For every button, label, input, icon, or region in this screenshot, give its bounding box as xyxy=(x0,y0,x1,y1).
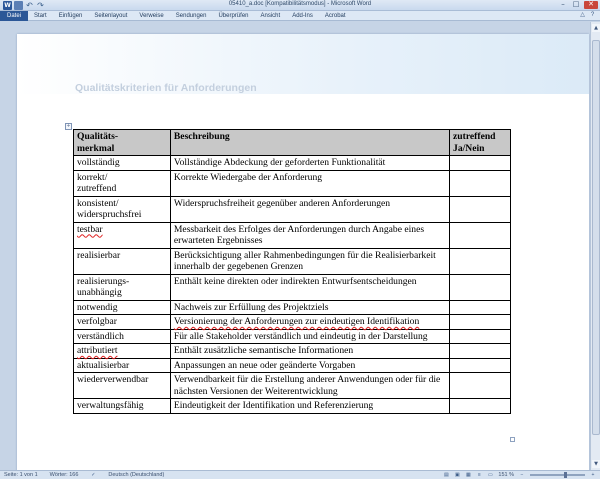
cell-merkmal[interactable] xyxy=(74,222,171,248)
cell-merkmal[interactable]: vollständig xyxy=(74,156,171,171)
zoom-in-icon[interactable]: + xyxy=(591,472,595,478)
cell-zutreffend[interactable] xyxy=(450,222,511,248)
document-heading: Qualitätskriterien für Anforderungen xyxy=(75,82,257,94)
tab-start[interactable]: Start xyxy=(34,12,47,19)
cell-zutreffend[interactable] xyxy=(450,358,511,373)
cell-zutreffend[interactable] xyxy=(450,156,511,171)
cell-beschreibung[interactable]: Korrekte Wiedergabe der Anforderung xyxy=(170,170,449,196)
page-count[interactable]: Seite: 1 von 1 xyxy=(4,472,38,478)
minimize-button[interactable]: – xyxy=(561,0,565,8)
cell-merkmal[interactable]: realisierungs- unabhängig xyxy=(74,274,171,300)
tab-ueberpruefen[interactable]: Überprüfen xyxy=(218,12,249,19)
minimize-ribbon-icon[interactable]: △ xyxy=(580,12,585,18)
tab-datei[interactable]: Datei xyxy=(0,11,28,21)
scroll-down-icon[interactable]: ▼ xyxy=(592,460,600,468)
window-controls xyxy=(558,1,598,9)
cell-zutreffend[interactable] xyxy=(450,170,511,196)
scroll-thumb[interactable] xyxy=(592,40,600,435)
table-row[interactable] xyxy=(74,274,511,300)
cell-merkmal[interactable]: verfolgbar xyxy=(74,315,171,330)
cell-zutreffend[interactable] xyxy=(450,399,511,414)
table-row[interactable] xyxy=(74,248,511,274)
web-layout-icon[interactable]: ▦ xyxy=(466,472,471,478)
document-workspace xyxy=(0,22,590,470)
cell-beschreibung[interactable]: Enthält zusätzliche semantische Informationen xyxy=(170,344,449,359)
cell-merkmal[interactable]: realisierbar xyxy=(74,248,171,274)
close-button[interactable]: ✕ xyxy=(584,1,598,9)
outline-icon[interactable]: ≡ xyxy=(477,472,481,478)
vertical-scrollbar[interactable] xyxy=(590,22,600,470)
tab-add-ins[interactable]: Add-Ins xyxy=(292,12,313,19)
cell-beschreibung[interactable]: Anpassungen an neue oder geänderte Vorgaben xyxy=(170,358,449,373)
cell-zutreffend[interactable] xyxy=(450,248,511,274)
word-count[interactable]: Wörter: 166 xyxy=(49,472,79,478)
zoom-slider-knob[interactable] xyxy=(564,472,567,478)
redo-icon[interactable]: ↷ xyxy=(37,1,44,10)
tab-acrobat[interactable]: Acrobat xyxy=(324,12,346,19)
word-app-icon[interactable]: W xyxy=(4,2,11,9)
cell-merkmal[interactable]: notwendig xyxy=(74,300,171,315)
table-row[interactable] xyxy=(74,156,511,171)
table-move-handle-icon[interactable]: + xyxy=(66,123,71,129)
language-indicator[interactable]: Deutsch (Deutschland) xyxy=(108,472,165,478)
spelling-flagged-text: Versionierung der Anforderungen zur eindeutigen Identifikation xyxy=(173,316,420,327)
cell-zutreffend[interactable] xyxy=(450,373,511,399)
cell-zutreffend[interactable] xyxy=(450,315,511,330)
table-row[interactable] xyxy=(74,315,511,330)
tab-sendungen[interactable]: Sendungen xyxy=(175,12,207,19)
tab-seitenlayout[interactable]: Seitenlayout xyxy=(94,12,128,19)
cell-merkmal[interactable]: korrekt/ zutreffend xyxy=(74,170,171,196)
cell-beschreibung[interactable]: Für alle Stakeholder verständlich und eindeutig in der Darstellung xyxy=(170,329,449,344)
cell-zutreffend[interactable] xyxy=(450,196,511,222)
table-row[interactable] xyxy=(74,329,511,344)
table-row[interactable] xyxy=(74,196,511,222)
cell-beschreibung[interactable]: Nachweis zur Erfüllung des Projektziels xyxy=(170,300,449,315)
table-row[interactable] xyxy=(74,344,511,359)
criteria-table xyxy=(73,129,511,414)
cell-merkmal[interactable]: verwaltungsfähig xyxy=(74,399,171,414)
status-left xyxy=(4,472,164,478)
help-icon[interactable]: ? xyxy=(590,12,595,18)
header-cell-beschreibung xyxy=(170,130,449,156)
undo-icon[interactable]: ↶ xyxy=(26,1,33,10)
cell-merkmal[interactable]: aktualisierbar xyxy=(74,358,171,373)
cell-merkmal[interactable]: konsistent/ widerspruchsfrei xyxy=(74,196,171,222)
tab-ansicht[interactable]: Ansicht xyxy=(260,12,281,19)
tab-einfuegen[interactable]: Einfügen xyxy=(58,12,83,19)
full-screen-icon[interactable]: ▣ xyxy=(455,472,460,478)
zoom-slider[interactable] xyxy=(530,474,585,476)
document-page[interactable] xyxy=(17,34,589,470)
cell-beschreibung[interactable]: Berücksichtigung aller Rahmenbedingungen für die Realisierbarkeit innerhalb der gegebenen Grenzen xyxy=(170,248,449,274)
cell-beschreibung[interactable]: Eindeutigkeit der Identifikation und Referenzierung xyxy=(170,399,449,414)
table-row[interactable] xyxy=(74,358,511,373)
header-text: zutreffend Ja/Nein xyxy=(453,131,496,154)
cell-zutreffend[interactable] xyxy=(450,344,511,359)
table-row[interactable] xyxy=(74,222,511,248)
spelling-flagged-text: testbar xyxy=(77,223,103,235)
tab-verweise[interactable]: Verweise xyxy=(139,12,164,19)
zoom-level[interactable]: 151 % xyxy=(498,472,514,478)
title-bar xyxy=(0,0,600,11)
status-right xyxy=(443,472,596,478)
proofing-icon[interactable]: ✓ xyxy=(91,472,96,478)
table-row[interactable] xyxy=(74,300,511,315)
cell-beschreibung[interactable] xyxy=(170,315,449,330)
header-text: Beschreibung xyxy=(173,131,230,142)
table-row[interactable] xyxy=(74,399,511,414)
cell-merkmal[interactable]: verständlich xyxy=(74,329,171,344)
table-resize-handle[interactable] xyxy=(510,437,515,442)
header-text: Qualitäts- merkmal xyxy=(77,131,119,154)
header-cell-zutreffend xyxy=(450,130,511,156)
cell-beschreibung[interactable]: Verwendbarkeit für die Erstellung anderer Anwendungen oder für die nächsten Versionen der Weiterentwicklung xyxy=(170,373,449,399)
cell-beschreibung[interactable]: Enthält keine direkten oder indirekten Entwurfsentscheidungen xyxy=(170,274,449,300)
print-layout-icon[interactable]: ▤ xyxy=(444,472,449,478)
cell-zutreffend[interactable] xyxy=(450,274,511,300)
cell-beschreibung[interactable]: Vollständige Abdeckung der geforderten Funktionalität xyxy=(170,156,449,171)
cell-merkmal[interactable] xyxy=(74,344,171,359)
draft-icon[interactable]: ▭ xyxy=(488,472,493,478)
cell-beschreibung[interactable]: Widerspruchsfreiheit gegenüber anderen Anforderungen xyxy=(170,196,449,222)
spelling-flagged-text: attributiert xyxy=(77,345,118,356)
table-row[interactable] xyxy=(74,170,511,196)
ribbon-tabs xyxy=(0,11,600,21)
scroll-up-icon[interactable]: ▲ xyxy=(592,24,600,32)
table-row[interactable] xyxy=(74,373,511,399)
header-cell-merkmal xyxy=(74,130,171,156)
cell-beschreibung[interactable]: Messbarkeit des Erfolges der Anforderungen durch Angabe eines erwarteten Ergebnisses xyxy=(170,222,449,248)
cell-zutreffend[interactable] xyxy=(450,329,511,344)
status-bar xyxy=(0,470,600,479)
zoom-out-icon[interactable]: − xyxy=(520,472,524,478)
cell-zutreffend[interactable] xyxy=(450,300,511,315)
cell-merkmal[interactable]: wiederverwendbar xyxy=(74,373,171,399)
maximize-button[interactable]: □ xyxy=(572,0,580,8)
ribbon-right-controls xyxy=(579,12,596,19)
window-title: 05410_a.doc [Kompatibilitätsmodus] - Microsoft Word xyxy=(228,1,372,7)
table-header-row xyxy=(74,130,511,156)
